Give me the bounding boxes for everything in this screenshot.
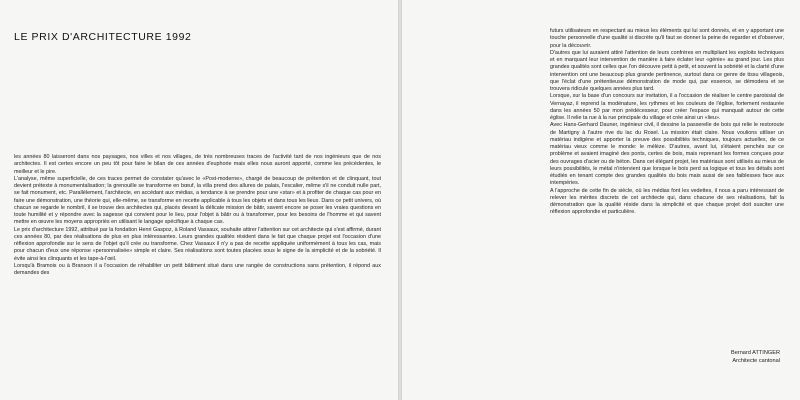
paragraph: L'analyse, même superficielle, de ces traces permet de constater qu'avec le «Post-moderne», chargé de beaucoup de prétention et de clinquant, tout devient prétexte à monumentalisation; la grenouille se transforme en bœuf, la villa prend des allures de palais, l'escalier, même s'il ne conduit nulle part, se fait monument, etc. Parallèlement, l'architecte, en accédant aux médias, a tendance à se prendre pour une «star» et à profiter de chaque cas pour en faire une démonstration, une théorie qui, elle-même, se transforme en recette applicable à tous les objets et dans tous les lieux. Dans ce petit univers, où chacun se regarde le nombril, il se trouve des architectes qui, placés devant la délicate mission de bâtir, savent encore se poser les vraies questions en toute humilité et y répondre avec la sagesse qui convient pour le lieu, pour l'objet à bâtir ou à transformer, pour les besoins de l'homme et qui savent mettre en œuvre les moyens appropriés en utilisant le langage spécifique à chaque cas. bbox=[14, 175, 381, 226]
paragraph: A l'approche de cette fin de siècle, où les médias font les vedettes, il nous a paru intéressant de relever les mérites discrets de cet architecte qui, dans chacune de ses réalisations, fait la démonstration que la qualité réside dans la simplicité et que chaque projet doit susciter une réflexion approfondie et particulière. bbox=[550, 187, 784, 216]
signature-name: Bernard ATTINGER bbox=[730, 350, 780, 356]
paragraph: futurs utilisateurs en respectant au mieux les éléments qui lui sont donnés, et en y apportant une touche personnelle d'une qualité si discrète qu'il faut se donner la peine de regarder et d'observer, pour la découvrir. bbox=[550, 28, 784, 49]
right-page-body bbox=[550, 28, 784, 217]
paragraph: les années 80 laisseront dans nos paysages, nos villes et nos villages, de très nombreuses traces de l'activité tant de nos ingénieurs que de nos architectes. Il est certes encore un peu tôt pour faire le bilan de ces années d'euphorie mais elles nous auront apporté, comme les précédentes, le meilleur et le pire. bbox=[14, 154, 381, 175]
left-page bbox=[0, 0, 398, 400]
signature-role: Architecte cantonal bbox=[732, 357, 780, 364]
paragraph: D'autres que lui auraient attiré l'attention de leurs confrères en multipliant les exploits techniques et en marquant leur intervention de manière à faire éclater leur «génie» au grand jour. Les plus grandes qualités sont celles que l'on découvre petit à petit, et souvent la sobriété et la clarté d'une intervention ont une beaucoup plus grande pertinence, surtout dans ce genre de tissu villageois, que l'éclat d'une prétentieuse démonstration de mode qui, par essence, se démodera et se trouvera ridicule quelques années plus tard. bbox=[550, 49, 784, 92]
page-title: LE PRIX D'ARCHITECTURE 1992 bbox=[14, 31, 192, 43]
paragraph: Avec Hans-Gerhard Dauner, ingénieur civil, il dessine la passerelle de bois qui relie le restoroute de Martigny à l'autre rive du lac du Rosel. La mission était claire. Nous voulions utiliser un matériau indigène et apporter la preuve des possibilités techniques, toujours actuelles, de ce matériau vieux comme le monde: le mélèze. D'autres, avant lui, s'étaient penchés sur ce problème et avaient imaginé des ponts, certes de bois, mais reprenant les formes conçues pour des ouvrages d'acier ou de béton. Dans cet élégant projet, les matériaux sont utilisés au mieux de leurs possibilités, le métal n'intervient que lorsque le bois perd sa logique et tous les détails sont étudiés en tenant compte des grandes qualités du bois mais aussi de ses faiblesses face aux intempéries. bbox=[550, 122, 784, 187]
paragraph: Lorsque, sur la base d'un concours sur invitation, il a l'occasion de réaliser le centre paroissial de Vernayaz, il reprend la modénature, les rythmes et les couleurs de l'église, fortement restaurée dans les années 50 par mon prédécesseur, pour créer l'espace qui manquait autour de cette église. Il relie ta rue à la rue principale du village et crée ainsi un «lieu». bbox=[550, 93, 784, 121]
left-page-body bbox=[14, 154, 381, 277]
paragraph: Lorsqu'à Bramois ou à Branson il a l'occasion de réhabiliter un petit bâtiment situé dans une rangée de constructions sans prétention, il répond aux demandes des bbox=[14, 262, 381, 276]
right-page bbox=[402, 0, 800, 400]
signature-block bbox=[580, 350, 780, 365]
paragraph: Le prix d'architecture 1992, attribué par la fondation Henri Gaspoz, à Roland Vassaux, souhaite attirer l'attention sur cet architecte qui s'est affirmé, durant ces années 80, par des réalisations de plus en plus intéressantes. Leurs grandes qualités résident dans le fait que chaque projet est l'occasion d'une réflexion approfondie sur le sens de l'objet qu'il crée ou transforme. Chez Vassaux il n'y a pas de recette appliquée uniformément à tous les cas, mais pour chacun d'eux une réponse «personnalisée» simple et claire. Ses réalisations sont toutes placées sous le signe de la simplicité et de la sobriété. Il évite ainsi les clinquants et les tape-à-l'œil. bbox=[14, 226, 381, 262]
